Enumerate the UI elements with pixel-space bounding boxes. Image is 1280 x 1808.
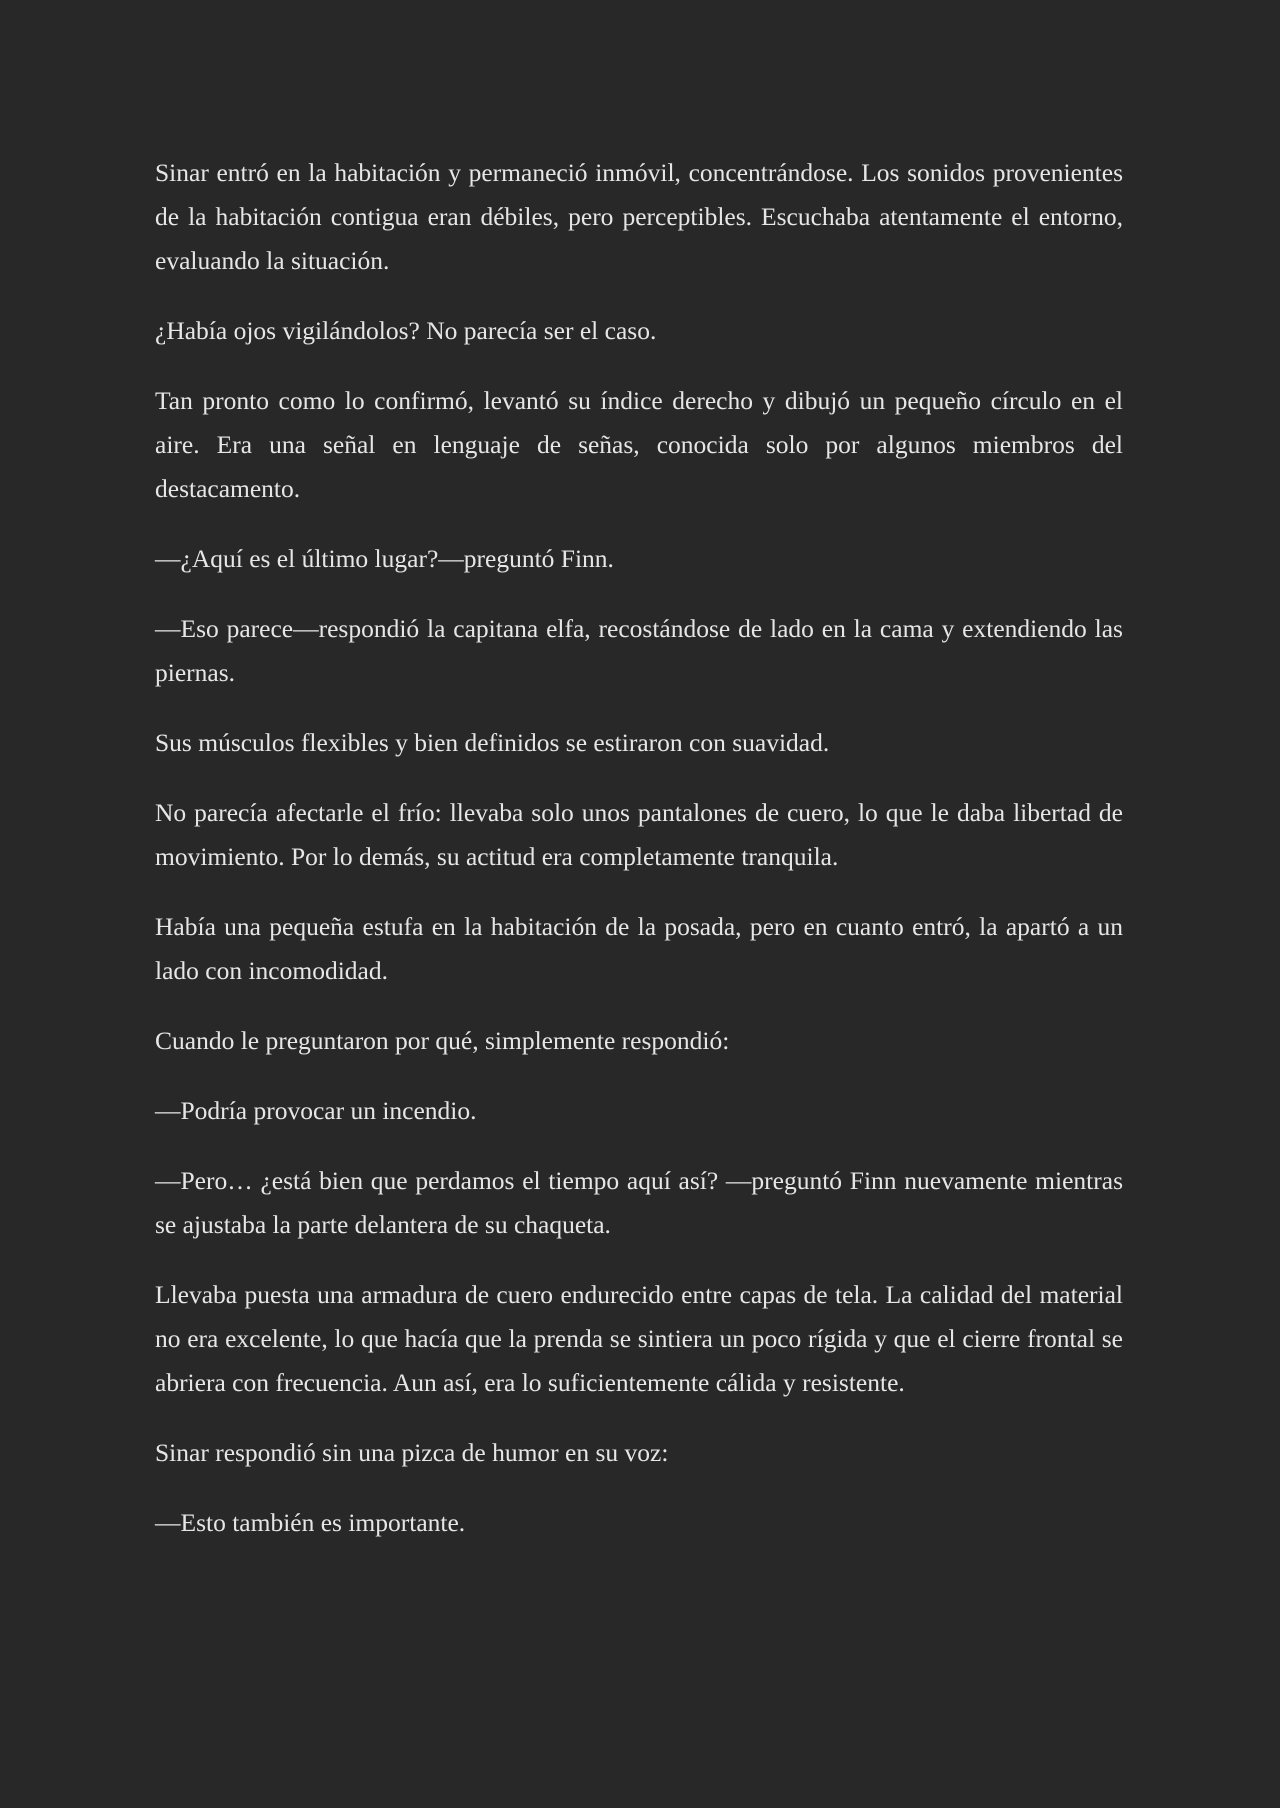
paragraph: No parecía afectarle el frío: llevaba solo unos pantalones de cuero, lo que le daba libertad de movimiento. Por lo demás, su actitud era completamente tranquila. bbox=[155, 798, 1123, 871]
paragraph: Había una pequeña estufa en la habitación de la posada, pero en cuanto entró, la apartó a un lado con incomodidad. bbox=[155, 912, 1123, 985]
paragraph: —Eso parece—respondió la capitana elfa, recostándose de lado en la cama y extendiendo las piernas. bbox=[155, 614, 1123, 687]
paragraph: —¿Aquí es el último lugar?—preguntó Finn. bbox=[155, 544, 614, 573]
paragraph: Sinar respondió sin una pizca de humor en su voz: bbox=[155, 1438, 669, 1467]
paragraph: Tan pronto como lo confirmó, levantó su índice derecho y dibujó un pequeño círculo en el aire. Era una señal en lenguaje de señas, conocida solo por algunos miembros del destacamento. bbox=[155, 386, 1123, 503]
paragraph: Cuando le preguntaron por qué, simplemente respondió: bbox=[155, 1026, 730, 1055]
paragraph: Sinar entró en la habitación y permaneció inmóvil, concentrándose. Los sonidos provenientes de la habitación contigua eran débiles, pero perceptibles. Escuchaba atentamente el entorno, evaluando la situación. bbox=[155, 158, 1123, 275]
paragraph: Llevaba puesta una armadura de cuero endurecido entre capas de tela. La calidad del material no era excelente, lo que hacía que la prenda se sintiera un poco rígida y que el cierre frontal se abriera con frecuencia. Aun así, era lo suficientemente cálida y resistente. bbox=[155, 1280, 1123, 1397]
paragraph: ¿Había ojos vigilándolos? No parecía ser el caso. bbox=[155, 316, 657, 345]
paragraph: —Esto también es importante. bbox=[155, 1508, 466, 1537]
paragraph: —Podría provocar un incendio. bbox=[155, 1096, 477, 1125]
paragraph: —Pero… ¿está bien que perdamos el tiempo aquí así? —preguntó Finn nuevamente mientras se ajustaba la parte delantera de su chaqueta. bbox=[155, 1166, 1123, 1239]
chapter-text bbox=[155, 151, 1123, 1571]
paragraph: Sus músculos flexibles y bien definidos se estiraron con suavidad. bbox=[155, 728, 830, 757]
